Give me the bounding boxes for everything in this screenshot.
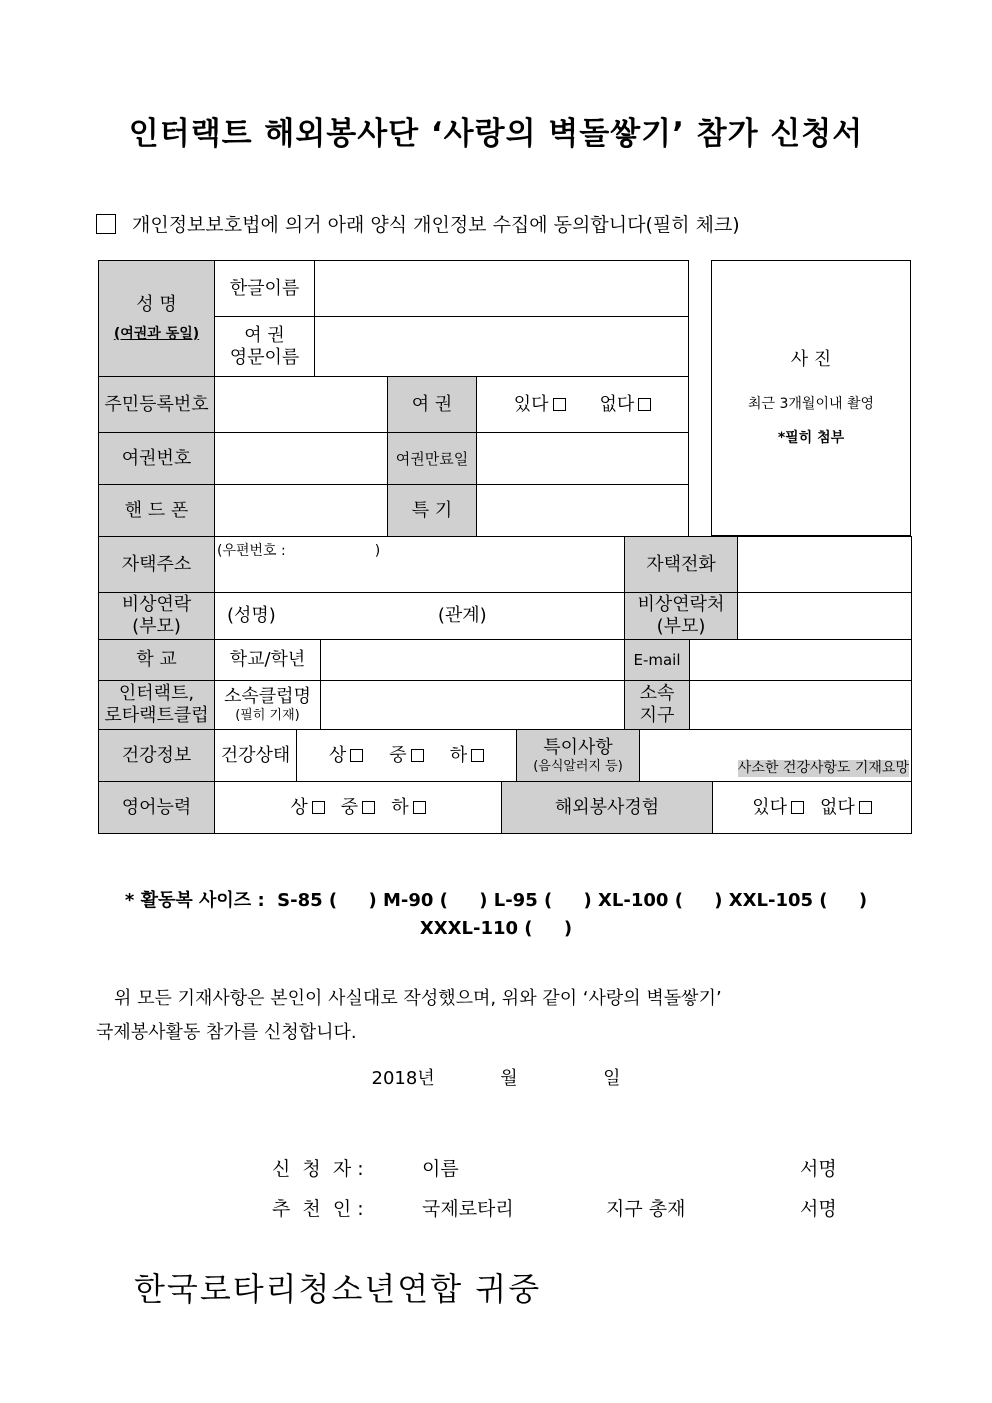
english-low-checkbox[interactable] [413,801,426,814]
passport-expiry-input[interactable] [476,432,689,485]
club-name-label: 소속클럽명 [224,686,311,708]
health-mid-checkbox[interactable] [411,749,424,762]
district-input[interactable] [689,680,912,730]
english-mid-label: 중 [340,796,359,818]
english-high-label: 상 [290,796,308,818]
district-label-2: 지구 [639,705,675,726]
emergency-parent-label: (부모) [132,616,181,637]
declaration-line-1: 위 모든 기재사항은 본인이 사실대로 작성했으며, 위와 같이 ‘사랑의 벽돌쌓기’ [114,988,722,1009]
emergency-name-label: (성명) [227,605,276,627]
applicant-label: 신 청 자 : [272,1158,364,1180]
emergency-input[interactable] [214,592,625,640]
home-phone-label: 자택전화 [624,536,738,593]
school-grade-label: 학교/학년 [214,639,321,681]
name-label-cell [98,260,215,377]
name-label: 성 명 [136,294,177,316]
size-line-2: XXXL-110 ( ) [419,918,573,939]
english-name-label: 영문이름 [229,346,300,368]
interact-label: 인터랙트, [118,683,195,705]
district-label-cell [624,680,690,730]
overseas-yes-label: 있다 [752,796,787,818]
declaration [96,982,896,1050]
applicant-sign: 서명 [800,1158,837,1180]
special-skill-label: 특 기 [387,484,477,537]
address-label: 자택주소 [98,536,215,593]
footer-recipient: 한국로타리청소년연합 귀중 [134,1270,542,1308]
size-line-1: * 활동복 사이즈 : S-85 ( ) M-90 ( ) L-95 ( ) XL-100 ( ) XXL-105 ( ) [124,890,868,911]
notes-label-cell [516,729,640,782]
health-status-label: 건강상태 [214,729,297,782]
passport-no-label: 여권번호 [98,432,215,485]
photo-note: 최근 3개월이내 촬영 [748,396,874,412]
district-label-1: 소속 [639,683,675,705]
applicant-name: 이름 [422,1158,459,1180]
passport-options [476,376,689,433]
rotaract-club-label: 로타랙트클럽 [104,705,209,726]
resident-no-input[interactable] [214,376,388,433]
health-high-checkbox[interactable] [350,749,363,762]
health-status-options [296,729,517,782]
emergency-label-cell [98,592,215,640]
club-name-input[interactable] [320,680,625,730]
english-mid-checkbox[interactable] [362,801,375,814]
passport-expiry-label: 여권만료일 [387,432,477,485]
home-phone-input[interactable] [737,536,912,593]
emergency-relation-label: (관계) [437,605,487,627]
english-low-label: 하 [391,796,409,818]
governor-label: 지구 총재 [606,1198,686,1220]
notes-hint: 사소한 건강사항도 기재요망 [737,760,909,777]
passport-yes-label: 있다 [513,393,549,415]
english-name-input[interactable] [314,316,689,377]
emergency-label: 비상연락 [121,594,192,616]
health-low-checkbox[interactable] [471,749,484,762]
date-line [0,1064,992,1090]
declaration-line-2: 국제봉사활동 참가를 신청합니다. [96,1022,357,1043]
health-high-label: 상 [328,744,347,766]
rotary-label: 국제로타리 [422,1198,514,1220]
photo-requirement: *필히 첨부 [777,430,845,446]
recommender-sign: 서명 [800,1198,837,1220]
club-name-note: (필히 기재) [235,708,300,723]
mobile-input[interactable] [214,484,388,537]
english-name-label-cell [214,316,315,377]
notes-label-sub: (음식알러지 등) [533,758,623,774]
emergency-contact-label-cell [624,592,738,640]
date-day: 일 [603,1068,621,1089]
special-skill-input[interactable] [476,484,689,537]
korean-name-input[interactable] [314,260,689,317]
passport-yes-checkbox[interactable] [553,398,566,411]
email-label: E-mail [624,639,690,681]
health-low-label: 하 [449,744,468,766]
photo-box[interactable] [711,260,911,536]
overseas-label: 해외봉사경험 [501,781,713,834]
emergency-contact-parent-label: (부모) [656,616,706,637]
club-name-label-cell [214,680,321,730]
passport-no-label: 없다 [599,393,635,415]
email-input[interactable] [689,639,912,681]
consent-row [96,210,740,237]
name-note: (여권과 동일) [113,325,200,342]
consent-checkbox[interactable] [96,214,116,234]
passport-no-checkbox[interactable] [638,398,651,411]
school-label: 학 교 [98,639,215,681]
notes-input[interactable] [639,729,912,782]
emergency-contact-label: 비상연락처 [637,594,725,616]
passport-name-label: 여 권 [244,324,285,346]
postal-code-label: (우편번호 : ) [217,543,381,559]
english-label: 영어능력 [98,781,215,834]
english-high-checkbox[interactable] [312,801,325,814]
overseas-options [712,781,912,834]
passport-no-input[interactable] [214,432,388,485]
resident-no-label: 주민등록번호 [98,376,215,433]
emergency-contact-input[interactable] [737,592,912,640]
overseas-no-label: 없다 [820,796,855,818]
recommender-label: 추 천 인 : [272,1198,364,1220]
page-title: 인터랙트 해외봉사단 ‘사랑의 벽돌쌓기’ 참가 신청서 [128,116,864,152]
health-label: 건강정보 [98,729,215,782]
health-mid-label: 중 [389,744,407,766]
consent-label: 개인정보보호법에 의거 아래 양식 개인정보 수집에 동의합니다(필히 체크) [132,214,740,236]
passport-label: 여 권 [387,376,477,433]
overseas-no-checkbox[interactable] [859,801,872,814]
club-label-cell [98,680,215,730]
photo-label: 사 진 [790,349,832,370]
overseas-yes-checkbox[interactable] [791,801,804,814]
mobile-label: 핸 드 폰 [98,484,215,537]
date-month: 월 [500,1068,518,1089]
notes-label: 특이사항 [543,736,613,758]
korean-name-label: 한글이름 [214,260,315,317]
address-input[interactable] [214,536,625,593]
english-options [214,781,502,834]
school-grade-input[interactable] [320,639,625,681]
date-year: 2018년 [371,1068,435,1089]
